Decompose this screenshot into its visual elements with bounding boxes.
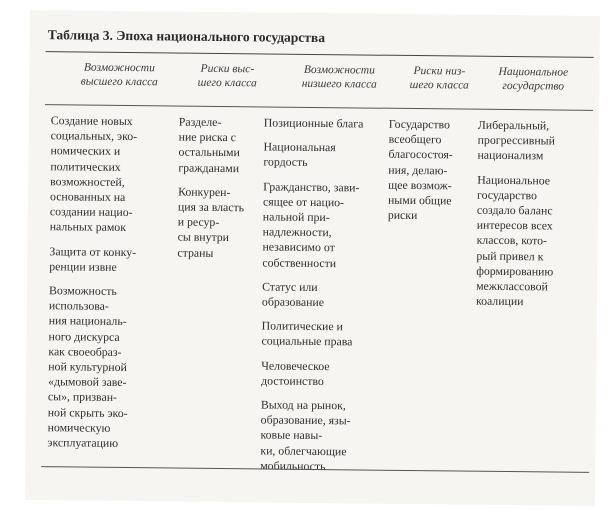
table-cell: Защита от конку- ренции извне [49,243,137,274]
header-upper-class-opportunities: Возможности высшего класса [80,61,158,89]
table-cell: Разделе- ние риска с остальными гражданами [178,114,240,175]
table-cell: Национальная гордость [263,139,336,170]
header-rule [45,104,593,111]
column-nation-state [476,118,590,320]
header-lower-class-opportunities: Возможности низшего класса [301,63,377,91]
table-cell: Либеральный, прогрессивный национализм [477,117,556,163]
table-cell: Национальное государство создало баланс интересов всех классов, кото- рый привел к формированию межклассовой коалиции [475,172,554,309]
table-cell: Конкурен- ция за власть и ресур- сы внутри страны [177,184,245,260]
column-lower-class-risks [388,117,477,233]
table-cell: Выход на рынок, образование, язы- ковые навы- ки, облегчающие мобильность [260,397,351,473]
column-upper-class-risks [177,115,271,271]
table-cell: Создание новых социальных, эко- номических и политических возможностей, основанных на создании нацио- нальных рамок [49,113,138,235]
table-cell: Человеческое достоинство [261,358,330,388]
header-nation-state: Национальное государство [498,65,569,93]
table-cell: Политические и социальные права [261,318,353,349]
table-cell: Возможность использова- ния националь- ного дискурса как своеобраз- ной культурной «дымовой заве- сы», призван- ной скрыть эко- номическую эксплуатацию [47,283,128,451]
top-rule [46,51,594,58]
table-cell: Государство всеобщего благосостоя- ния, делаю- щее возмож- ными общие риски [387,116,453,223]
header-lower-class-risks: Риски низ- шего класса [409,65,469,92]
column-upper-class-opportunities [47,113,173,461]
header-upper-class-risks: Риски выс- шего класса [197,62,257,90]
table-cell: Статус или образование [261,279,325,310]
table-title: Таблица 3. Эпоха национального государства [47,27,326,46]
table-cell: Позиционные блага [263,115,364,131]
column-lower-class-opportunities [260,115,392,483]
book-page [25,10,600,506]
table-cell: Гражданство, зави- сящее от нацио- нальной при- надлежности, независимо от собственности [262,179,360,270]
